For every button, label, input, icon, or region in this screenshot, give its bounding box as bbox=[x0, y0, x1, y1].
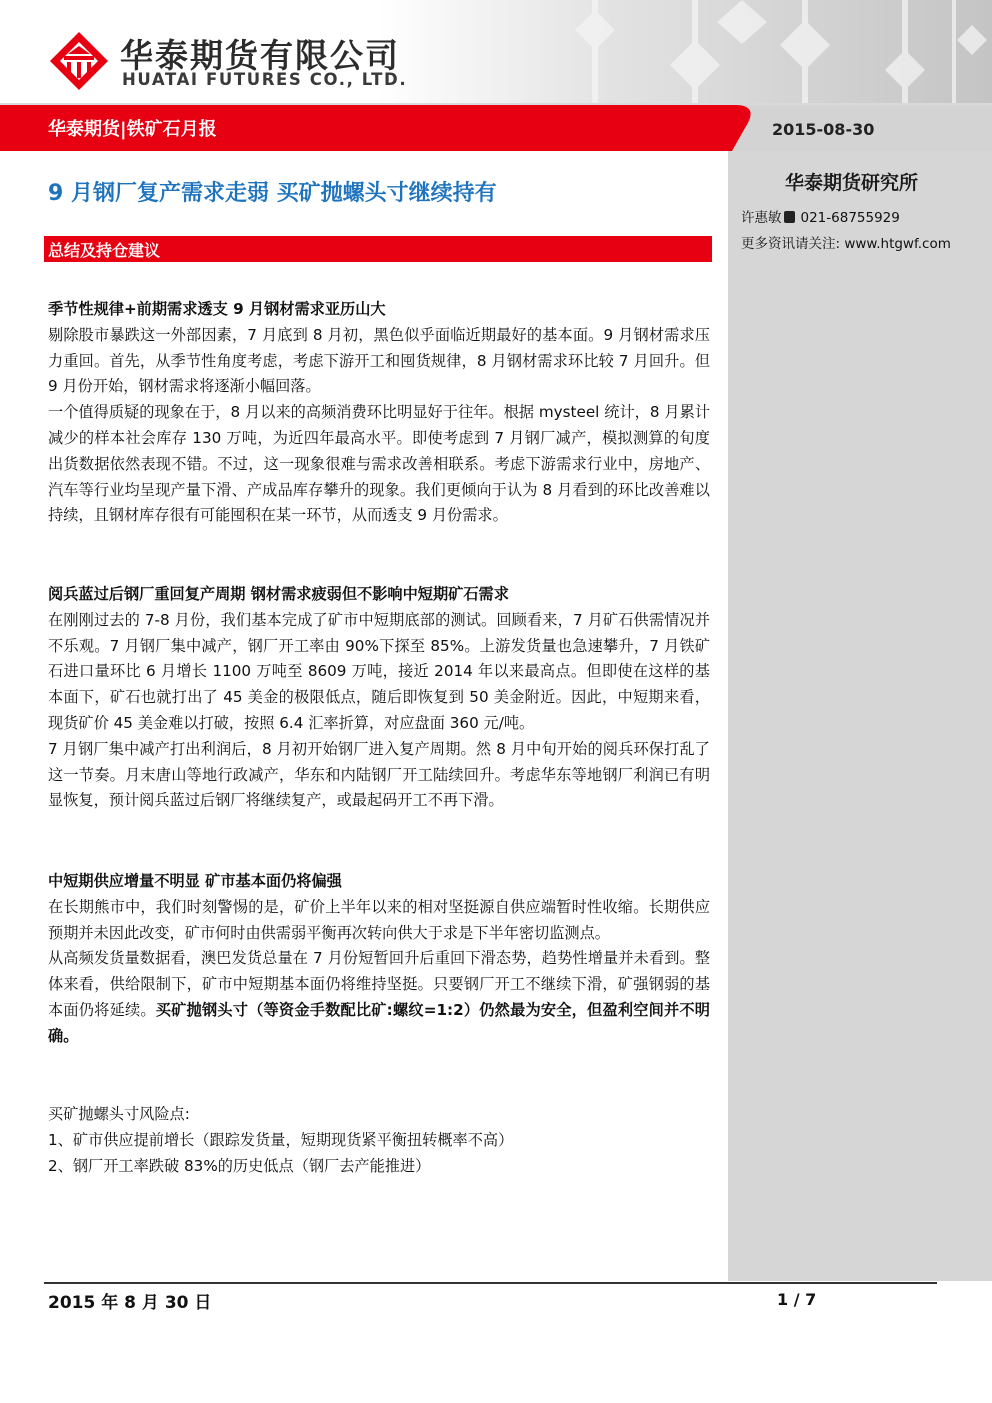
report-date: 2015-08-30 bbox=[772, 120, 875, 139]
paragraph: 一个值得质疑的现象在于，8 月以来的高频消费环比明显好于往年。根据 mysteel 统计，8 月累计减少的样本社会库存 130 万吨，为近四年最高水平。即使考虑到 7 月钢厂减产，模拟测算的旬度出货数据依然表现不错。不过，这一现象很难与需求改善相联系。考虑下游需求行业中，房地产、汽车等行业均呈现产量下滑、产成品库存攀升的现象。我们更倾向于认为 8 月看到的环比改善难以持续，且钢材库存很有可能囤积在某一环节，从而透支 9 月份需求。 bbox=[48, 403, 710, 525]
sub-heading: 阅兵蓝过后钢厂重回复产周期 钢材需求疲弱但不影响中短期矿石需求 bbox=[48, 585, 509, 603]
risk-item: 2、钢厂开工率跌破 83%的历史低点（钢厂去产能推进） bbox=[48, 1156, 431, 1175]
section-supply bbox=[48, 869, 710, 1050]
sidebar bbox=[728, 151, 992, 1281]
paragraph: 剔除股市暴跌这一外部因素，7 月底到 8 月初，黑色似乎面临近期最好的基本面。9 月钢材需求压力重回。首先，从季节性角度考虑，考虑下游开工和囤货规律，8 月钢材需求环比较 7 月回升。但 9 月份开始，钢材需求将逐渐小幅回落。 bbox=[48, 325, 710, 396]
footer-divider bbox=[44, 1282, 937, 1284]
paragraph: 7 月钢厂集中减产打出利润后，8 月初开始钢厂进入复产周期。然 8 月中旬开始的阅兵环保打乱了这一节奏。月末唐山等地行政减产，华东和内陆钢厂开工陆续回升。考虑华东等地钢厂利润已有明显恢复，预计阅兵蓝过后钢厂将继续复产，或最起码开工不再下滑。 bbox=[48, 739, 710, 810]
sub-heading: 中短期供应增量不明显 矿市基本面仍将偏强 bbox=[48, 872, 342, 890]
paragraph-text: 从高频发货量数据看，澳巴发货总量在 7 月份短暂回升后重回下滑态势，趋势性增量并未看到。整体来看，供给限制下，矿市中短期基本面仍将维持坚挺。只要钢厂开工不继续下滑，矿强钢弱的基本面仍将延续。 bbox=[48, 949, 710, 1019]
sub-heading: 季节性规律+前期需求透支 9 月钢材需求亚历山大 bbox=[48, 300, 386, 318]
analyst-name: 许惠敏 bbox=[741, 210, 782, 226]
report-label: 华泰期货|铁矿石月报 bbox=[48, 119, 217, 140]
section-header bbox=[44, 236, 712, 262]
paragraph: 在长期熊市中，我们时刻警惕的是，矿价上半年以来的相对坚挺源自供应端暂时性收缩。长期供应预期并未因此改变，矿市何时由供需弱平衡再次转向供大于求是下半年密切监测点。 bbox=[48, 897, 710, 942]
analyst-contact bbox=[741, 206, 900, 226]
company-name-cn: 华泰期货有限公司 bbox=[120, 36, 400, 75]
section-parade bbox=[48, 582, 710, 814]
page-header bbox=[0, 0, 992, 103]
institute-name: 华泰期货研究所 bbox=[785, 172, 919, 194]
risk-title: 买矿抛螺头寸风险点: bbox=[48, 1105, 190, 1123]
more-info-link[interactable]: 更多资讯请关注: www.htgwf.com bbox=[741, 236, 951, 252]
page-number: 1 / 7 bbox=[777, 1290, 817, 1309]
huatai-logo-icon bbox=[50, 32, 108, 90]
decorative-pattern bbox=[572, 0, 992, 103]
strategy-highlight: 买矿抛钢头寸（等资金手数配比矿:螺纹=1:2）仍然最为安全，但盈利空间并不明确。 bbox=[48, 1000, 710, 1045]
analyst-phone: 021-68755929 bbox=[800, 210, 900, 226]
section-seasonality bbox=[48, 297, 710, 529]
section-title: 总结及持仓建议 bbox=[48, 241, 161, 260]
phone-icon bbox=[784, 211, 795, 223]
paragraph: 在刚刚过去的 7-8 月份，我们基本完成了矿市中短期底部的测试。回顾看来，7 月矿石供需情况并不乐观。7 月钢厂集中减产，钢厂开工率由 90%下探至 85%。上游发货量也急速攀升，7 月铁矿石进口量环比 6 月增长 1100 万吨至 8609 万吨，接近 2014 年以来最高点。但即使在这样的基本面下，矿石也就打出了 45 美金的极限低点，随后即恢复到 50 美金附近。因此，中短期来看，现货矿价 45 美金难以打破，按照 6.4 汇率折算，对应盘面 360 元/吨。 bbox=[48, 610, 710, 732]
company-name-en: HUATAI FUTURES CO., LTD. bbox=[122, 70, 408, 89]
risk-item: 1、矿市供应提前增长（跟踪发货量，短期现货紧平衡扭转概率不高） bbox=[48, 1130, 514, 1149]
paragraph bbox=[48, 946, 710, 1049]
risk-list bbox=[48, 1102, 710, 1179]
footer-date: 2015 年 8 月 30 日 bbox=[48, 1293, 212, 1313]
report-title: 9 月钢厂复产需求走弱 买矿抛螺头寸继续持有 bbox=[48, 181, 497, 206]
